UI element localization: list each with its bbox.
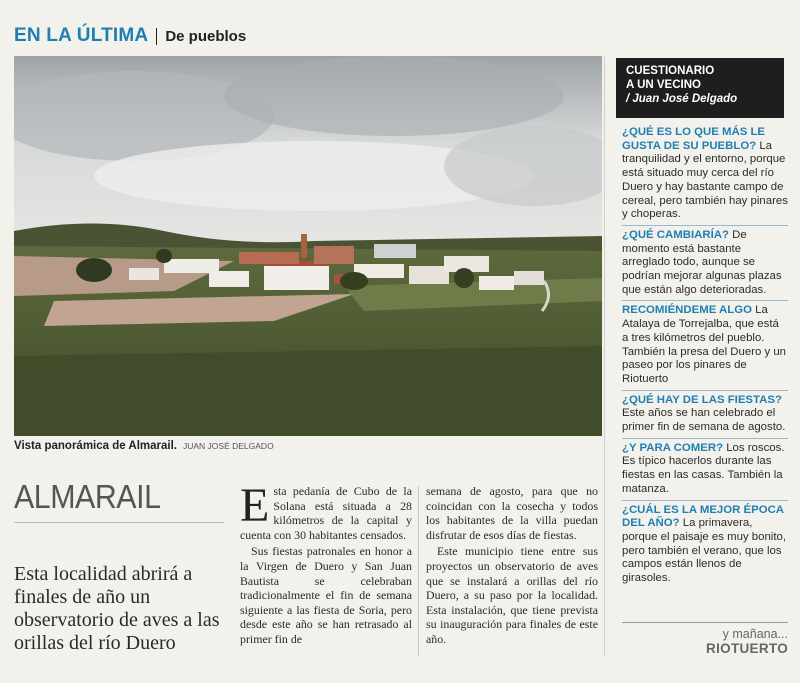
paragraph-text: sta pedanía de Cubo de la Solana está situada a 28 kilómetros de la capital y cuenta con 30 habitantes censados. — [240, 484, 412, 542]
body-column-2 — [426, 484, 598, 647]
questionnaire-header — [616, 58, 784, 118]
qa-item — [622, 229, 788, 298]
qa-item — [622, 126, 788, 222]
qa-divider — [622, 390, 788, 391]
next-edition-town: RIOTUERTO — [706, 641, 788, 656]
questionnaire-list — [622, 126, 788, 589]
question: RECOMIÉNDEME ALGO — [622, 304, 752, 317]
next-edition-label: y mañana... — [722, 627, 788, 641]
question: ¿QUÉ ES LO QUE MÁS LE GUSTA DE SU PUEBLO? — [622, 126, 766, 152]
qa-item — [622, 304, 788, 386]
sidebar-divider — [604, 56, 605, 656]
answer: La primavera, porque el paisaje es muy bonito, pero también el verano, que los campos están llenos de girasoles. — [622, 517, 787, 585]
questionnaire-title-2: A UN VECINO — [626, 79, 701, 91]
header-divider — [156, 28, 157, 45]
question: ¿CUÁL ES LA MEJOR ÉPOCA DEL AÑO? — [622, 503, 784, 530]
answer: Los roscos. Es típico hacerlos durante las fiestas en las casas. También la matanza. — [622, 441, 785, 495]
article-deck: Esta localidad abrirá a finales de año un observatorio de aves a las orillas del río Duero — [14, 563, 220, 654]
question: ¿QUÉ HAY DE LAS FIESTAS? — [622, 393, 782, 406]
town-divider — [14, 522, 224, 523]
questionnaire-title-1: CUESTIONARIO — [626, 65, 715, 77]
subsection-name: De pueblos — [165, 27, 247, 45]
question: ¿Y PARA COMER? — [622, 441, 724, 454]
questionnaire-author: / Juan José Delgado — [626, 93, 738, 105]
qa-item — [622, 504, 788, 586]
section-name: EN LA ÚLTIMA — [14, 25, 149, 46]
qa-divider — [622, 438, 788, 439]
qa-divider — [622, 225, 788, 226]
photo-caption — [14, 440, 274, 452]
question: ¿QUÉ CAMBIARÍA? — [622, 228, 729, 241]
section-header — [14, 22, 246, 50]
landscape-photo — [14, 56, 602, 436]
qa-divider — [622, 300, 788, 301]
answer: De momento está bastante arreglado todo, aunque se podrían mejorar algunas plazas que están algo deterioradas. — [622, 228, 782, 296]
body-column-1 — [240, 479, 412, 647]
paragraph: Sus fiestas patronales en honor a la Virgen de Duero y San Juan Bautista se celebraban tradicionalmente el fin de semana siguiente a las fiesta de Soria, pero desde este año se han retrasado al primer fin de — [240, 544, 412, 646]
photo-credit: JUAN JOSÉ DELGADO — [183, 441, 274, 451]
qa-divider — [622, 500, 788, 501]
answer: La tranquilidad y el entorno, porque está situado muy cerca del río Duero y hay bastante campo de cereal, pero también hay pinares y choperas. — [622, 139, 788, 221]
answer: Este años se han celebrado el primer fin de semana de agosto. — [622, 407, 786, 434]
drop-cap: E — [240, 479, 270, 532]
village-landscape-image — [14, 56, 602, 436]
qa-item — [622, 394, 788, 435]
paragraph: Este municipio tiene entre sus proyectos un observatorio de aves que se instalará a orillas del río Duero, a su paso por la localidad. Esta instalación, que tiene prevista su inauguración para finales de este año. — [426, 544, 598, 646]
caption-text: Vista panorámica de Almarail. — [14, 440, 177, 452]
town-name: ALMARAIL — [14, 478, 161, 515]
column-divider — [418, 486, 419, 656]
paragraph — [240, 479, 412, 542]
paragraph: semana de agosto, para que no coincidan con la cosecha y todos los habitantes de la villa puedan disfrutar de esos días de fiestas. — [426, 484, 598, 542]
next-edition — [706, 627, 788, 656]
answer: La Atalaya de Torrejalba, que está a tres kilómetros del pueblo. También la presa del Duero y un paseo por los pinares de Riotuerto — [622, 304, 786, 385]
footer-divider — [622, 622, 788, 623]
qa-item — [622, 442, 788, 497]
